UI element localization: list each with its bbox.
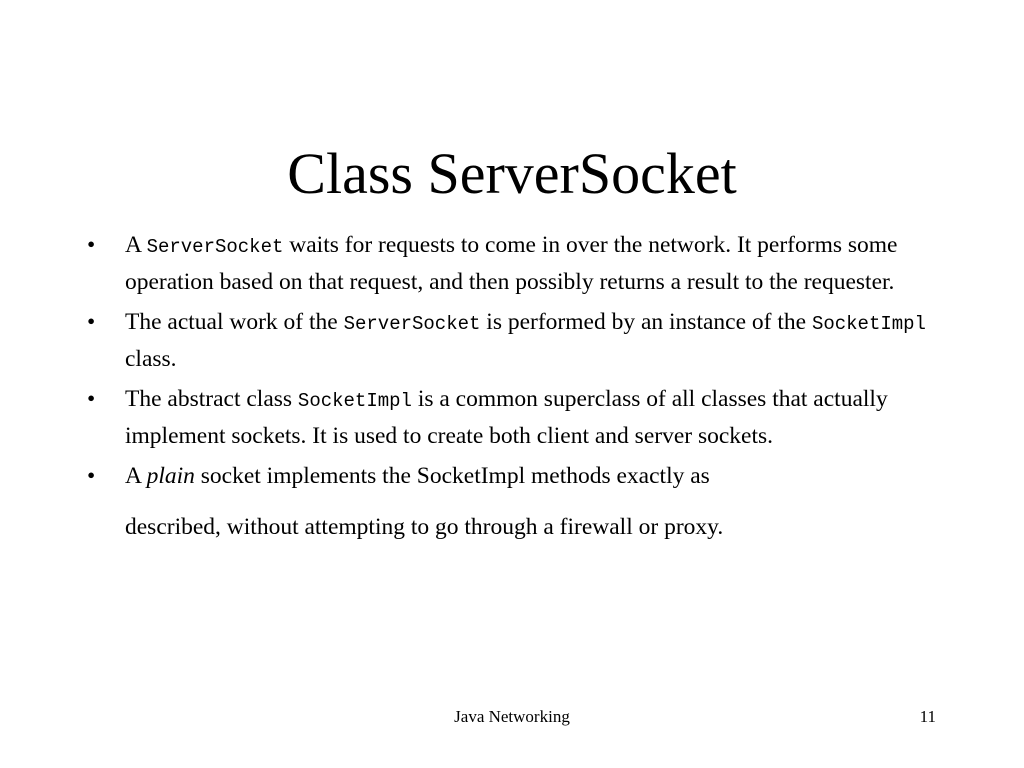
code-socketimpl: SocketImpl bbox=[811, 313, 926, 335]
bullet-marker: • bbox=[87, 386, 96, 412]
code-socketimpl: SocketImpl bbox=[297, 390, 412, 412]
code-serversocket: ServerSocket bbox=[343, 313, 481, 335]
footer-title: Java Networking bbox=[454, 707, 570, 726]
slide-title: Class ServerSocket bbox=[287, 140, 737, 206]
bullet-item-1 bbox=[87, 228, 947, 300]
bullet-list bbox=[87, 228, 947, 550]
bullet-item-2 bbox=[87, 305, 947, 377]
bullet-text: is performed by an instance of the bbox=[480, 309, 812, 335]
bullet-text: The actual work of the bbox=[125, 309, 344, 335]
bullet-text: socket implements the SocketImpl methods exactly as bbox=[194, 463, 710, 489]
page-number: 11 bbox=[919, 707, 936, 726]
bullet-item-3 bbox=[87, 382, 947, 454]
bullet-text: class. bbox=[125, 346, 177, 372]
bullet-text: A bbox=[125, 232, 147, 258]
bullet-text-continued: described, without attempting to go through a firewall or proxy. bbox=[125, 514, 724, 540]
bullet-text: A bbox=[125, 463, 147, 489]
bullet-marker: • bbox=[87, 463, 96, 489]
bullet-marker: • bbox=[87, 309, 96, 335]
code-serversocket: ServerSocket bbox=[146, 236, 284, 258]
bullet-text: waits for requests to come in over the network. It performs some operation based on that request, and then possibly returns a result to the requester. bbox=[125, 232, 898, 295]
bullet-text: The abstract class bbox=[125, 386, 298, 412]
emphasis-plain: plain bbox=[146, 463, 195, 489]
bullet-item-4 bbox=[87, 459, 947, 545]
bullet-marker: • bbox=[87, 232, 96, 258]
bullet-text: is a common superclass of all classes that actually implement sockets. It is used to create both client and server sockets. bbox=[125, 386, 888, 449]
